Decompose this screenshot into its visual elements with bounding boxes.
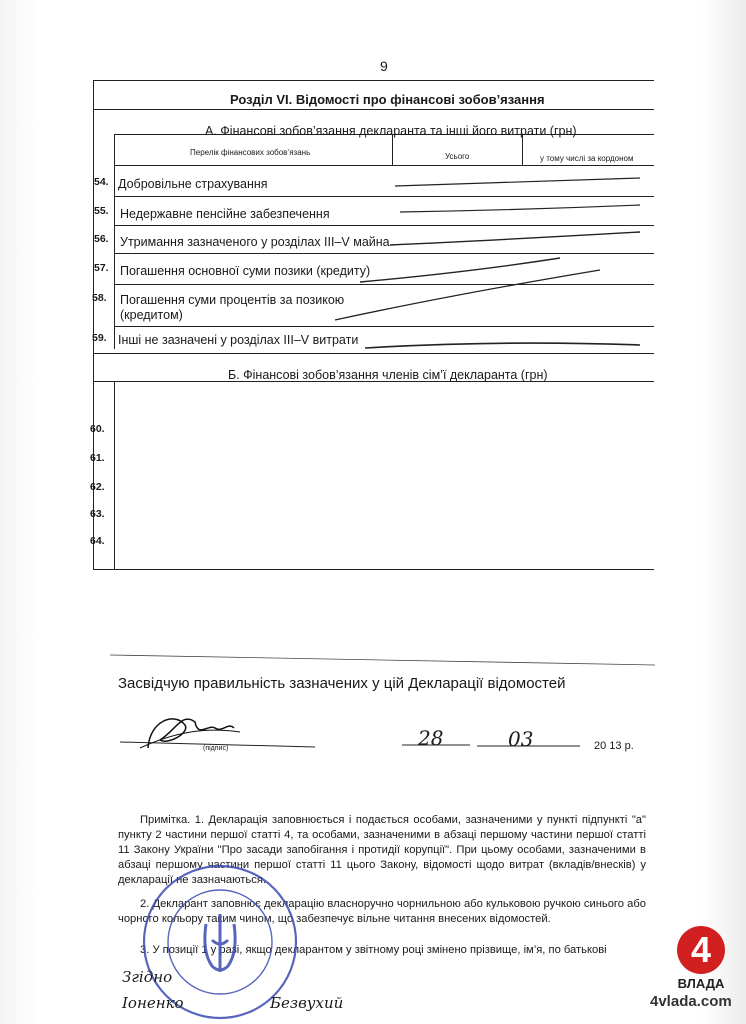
row-label: Утримання зазначеного у розділах III–V майна xyxy=(120,235,390,249)
part-a-title: А. Фінансові зобов’язання декларанта та інші його витрати (грн) xyxy=(205,124,577,138)
row-number: 56. xyxy=(94,233,109,245)
site-watermark xyxy=(670,926,732,991)
handwritten-line-3: Безвухий xyxy=(270,994,344,1012)
section-title: Розділ VI. Відомості про фінансові зобов’язання xyxy=(230,92,545,107)
row-number: 62. xyxy=(90,481,105,493)
row-label: Інші не зазначені у розділах III–V витрати xyxy=(118,333,359,347)
col-header-total: Усього xyxy=(445,152,470,161)
site-url: 4vlada.com xyxy=(650,993,732,1010)
row-label: Недержавне пенсійне забезпечення xyxy=(120,207,330,221)
date-month: 03 xyxy=(508,727,534,751)
row-number: 54. xyxy=(94,176,109,188)
logo-4-icon: 4 xyxy=(677,926,725,974)
date-year: 20 13 р. xyxy=(594,740,634,752)
row-number: 59. xyxy=(92,332,107,344)
date-day: 28 xyxy=(418,726,444,750)
row-number: 61. xyxy=(90,452,105,464)
note-2: 2. Декларант заповнює декларацію власноручно чорнильною або кульковою ручкою синього або чорного кольору таким чином, що забезпечує вільне читання внесених відомостей. xyxy=(118,898,646,925)
note-3: 3. У позиції 1 у разі, якщо декларантом у звітному році змінено прізвище, ім’я, по батькові xyxy=(140,944,607,956)
certification-text: Засвідчую правильність зазначених у цій Декларації відомостей xyxy=(118,675,566,692)
row-label: Добровільне страхування xyxy=(118,177,268,191)
row-number: 58. xyxy=(92,292,107,304)
signature-caption: (підпис) xyxy=(203,745,229,752)
trident-icon xyxy=(205,914,235,972)
handwritten-line-2: Іоненко xyxy=(122,994,184,1012)
note-1: Примітка. 1. Декларація заповнюється і подається особами, зазначеними у пункті підпункті "а" пункту 2 частини першої статті 4, та особами, зазначеними в абзаці першому частини першої статті 11 Закону України "Про засади запобігання і протидії корупції". При цьому особами, зазначеними в абзаці першому частини першої статті 11 цього Закону, відомості щодо витрат (вкладів/внесків) у декларації не зазначаються. xyxy=(118,814,646,886)
row-number: 63. xyxy=(90,508,105,520)
part-b-title: Б. Фінансові зобов’язання членів сім’ї декларанта (грн) xyxy=(228,368,548,382)
row-number: 64. xyxy=(90,535,105,547)
col-header-list: Перелік фінансових зобов’язань xyxy=(190,148,311,157)
logo-brand: ВЛАДА xyxy=(677,976,725,991)
page-number: 9 xyxy=(380,58,388,74)
handwritten-line-1: Згідно xyxy=(122,968,173,986)
row-label: Погашення основної суми позики (кредиту) xyxy=(120,264,371,278)
row-label: Погашення суми процентів за позикою (кредитом) xyxy=(120,293,345,322)
row-number: 57. xyxy=(94,262,109,274)
row-number: 60. xyxy=(90,423,105,435)
row-number: 55. xyxy=(94,205,109,217)
col-header-abroad: у тому числі за кордоном xyxy=(540,154,634,163)
